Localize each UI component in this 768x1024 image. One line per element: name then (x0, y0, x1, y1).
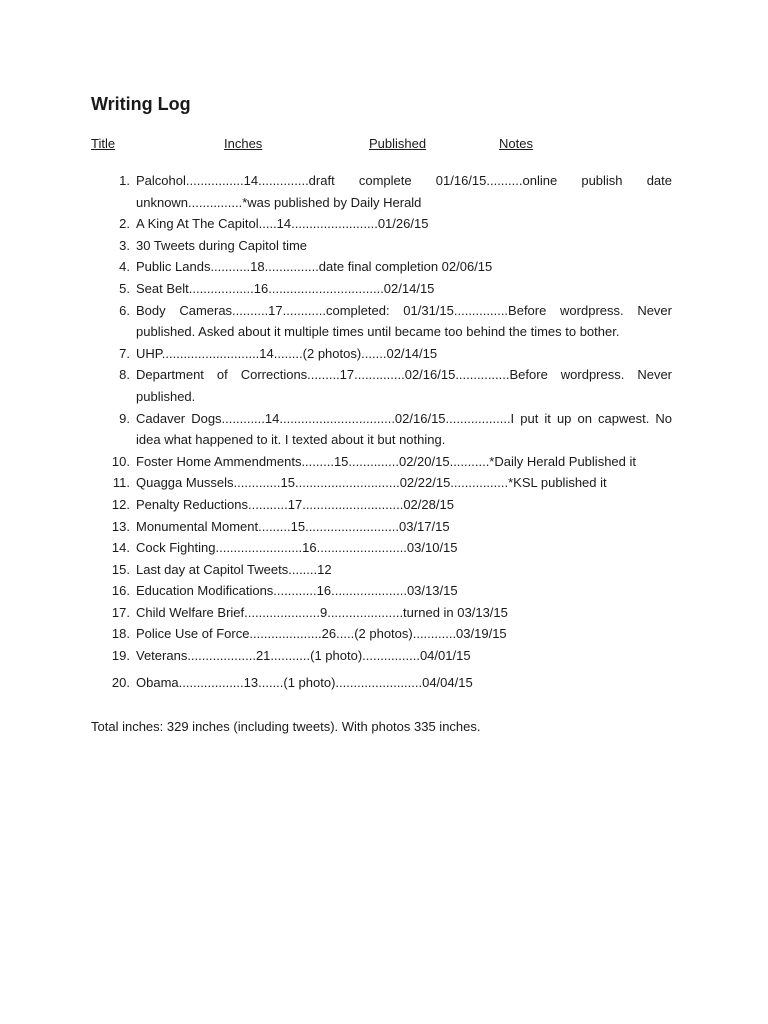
entry-number: 18. (111, 626, 130, 642)
entry-text: Foster Home Ammendments.........15..............02/20/15...........*Daily Herald Published it (136, 453, 636, 469)
entry-number: 11. (112, 475, 130, 491)
header-published: Published (369, 136, 427, 151)
log-entry (110, 472, 672, 494)
entry-number: 14. (111, 540, 130, 556)
entry-text: Education Modifications............16.....................03/13/15 (136, 583, 458, 599)
entry-text: UHP...........................14........(2 photos).......02/14/15 (136, 345, 438, 361)
log-entry (110, 645, 672, 667)
log-entry (110, 278, 672, 300)
total-inches: Total inches: 329 inches (including tweets). With photos 335 inches. (91, 719, 481, 734)
entry-number: 6. (119, 302, 130, 318)
log-entry (110, 602, 672, 624)
log-entry (110, 516, 672, 538)
log-entry (110, 580, 672, 602)
log-entry (110, 537, 672, 559)
log-entry-list (110, 170, 672, 693)
entry-text: Seat Belt..................16................................02/14/15 (136, 280, 435, 296)
entry-text: Public Lands...........18...............date final completion 02/06/15 (136, 259, 493, 275)
header-inches: Inches (224, 136, 263, 151)
entry-number: 17. (111, 604, 130, 620)
log-entry (110, 235, 672, 257)
entry-number: 1. (119, 173, 130, 188)
log-entry (110, 408, 672, 451)
entry-number: 3. (119, 237, 130, 253)
log-entry (110, 672, 672, 694)
entry-number: 13. (111, 518, 130, 534)
entry-text: Quagga Mussels.............15.............................02/22/15................*KSL published it (136, 475, 607, 491)
entry-text: Cadaver Dogs............14................................02/16/15..................I put it up on capwest. No idea what happened to it. I texted about it but nothing. (136, 410, 672, 448)
entry-text: Child Welfare Brief.....................9.....................turned in 03/13/15 (136, 604, 508, 620)
header-notes: Notes (499, 136, 533, 151)
entry-text: 30 Tweets during Capitol time (136, 237, 308, 253)
column-headers (91, 136, 591, 156)
entry-number: 20. (111, 674, 130, 690)
document-title: Writing Log (91, 94, 191, 114)
entry-number: 15. (111, 561, 130, 577)
log-entry (110, 343, 672, 365)
entry-number: 4. (119, 259, 130, 275)
entry-number: 7. (119, 345, 130, 361)
entry-text: Penalty Reductions...........17............................02/28/15 (136, 496, 454, 512)
entry-text: Palcohol................14..............draft complete 01/16/15..........online publish date unknown...............*was published by Daily Herald (136, 173, 672, 210)
entry-number: 16. (111, 583, 130, 599)
log-entry (110, 364, 672, 407)
entry-number: 5. (119, 280, 130, 296)
entry-text: Monumental Moment.........15..........................03/17/15 (136, 518, 450, 534)
log-entry (110, 213, 672, 235)
entry-text: Last day at Capitol Tweets........12 (136, 561, 332, 577)
entry-number: 2. (119, 216, 130, 232)
entry-text: Veterans...................21...........(1 photo)................04/01/15 (136, 648, 471, 664)
log-entry (110, 559, 672, 581)
entry-number: 19. (111, 648, 130, 664)
entry-text: Cock Fighting........................16.........................03/10/15 (136, 540, 458, 556)
log-entry (110, 623, 672, 645)
entry-number: 8. (119, 367, 130, 383)
entry-text: Department of Corrections.........17..............02/16/15...............Before wordpress. Never published. (136, 367, 672, 404)
entry-number: 10. (111, 453, 130, 469)
log-entry (110, 300, 672, 343)
header-title: Title (91, 136, 116, 151)
entry-text: A King At The Capitol.....14........................01/26/15 (136, 216, 429, 232)
entry-text: Obama..................13.......(1 photo)........................04/04/15 (136, 674, 473, 690)
log-entry (110, 494, 672, 516)
log-entry (110, 256, 672, 278)
log-entry (110, 451, 672, 473)
log-entry (110, 170, 672, 213)
entry-number: 12. (111, 496, 130, 512)
entry-text: Police Use of Force....................26.....(2 photos)............03/19/15 (136, 626, 507, 642)
entry-number: 9. (119, 410, 130, 426)
entry-text: Body Cameras..........17............completed: 01/31/15...............Before wordpress. Never published. Asked about it multiple times until became too behind the times to bother. (136, 302, 672, 340)
